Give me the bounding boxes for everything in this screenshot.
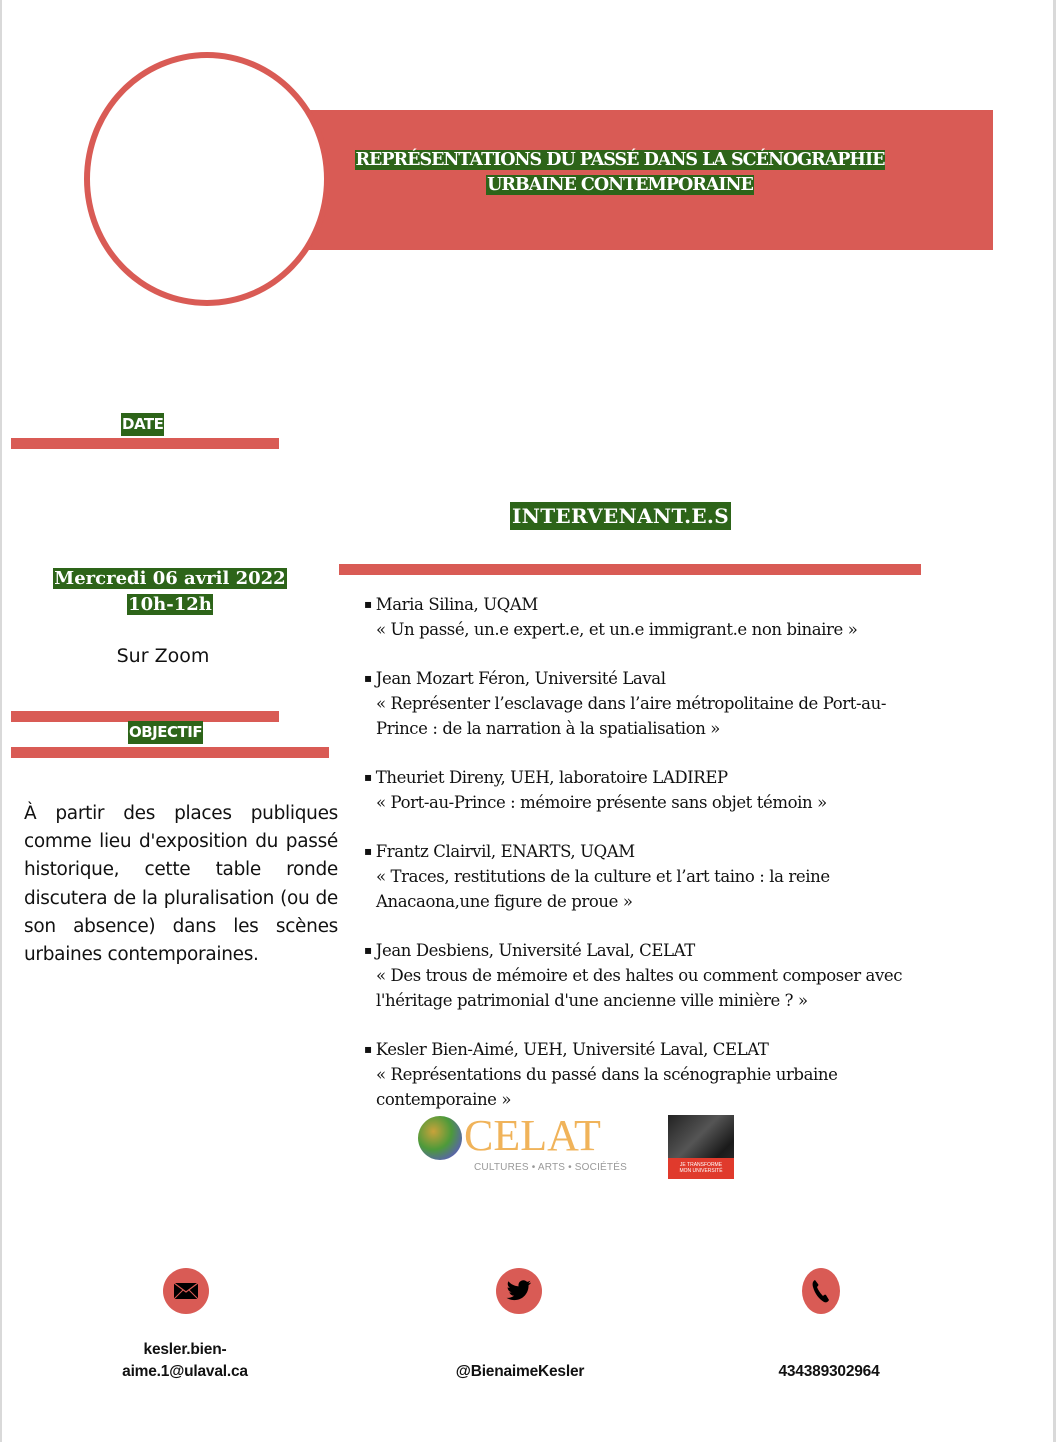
speaker-item xyxy=(364,765,920,815)
speaker-name: ▪ Jean Desbiens, Université Laval, CELAT xyxy=(364,938,920,963)
ul-slogan-line-1: JE TRANSFORME xyxy=(679,1162,723,1168)
email-line-2: aime.1@ulaval.ca xyxy=(122,1363,248,1380)
speaker-item xyxy=(364,1037,920,1112)
speaker-talk: « Traces, restitutions de la culture et l’art taino : la reine Anacaona,une figure de proue » xyxy=(376,867,830,911)
objective-divider-bottom xyxy=(11,747,329,758)
speaker-name: ▪ Maria Silina, UQAM xyxy=(364,592,920,617)
speaker-list xyxy=(364,592,920,1136)
speaker-name: ▪ Frantz Clairvil, ENARTS, UQAM xyxy=(364,839,920,864)
speaker-item xyxy=(364,938,920,1013)
ul-logo-band xyxy=(668,1158,734,1179)
speaker-talk: « Des trous de mémoire et des haltes ou comment composer avec l'héritage patrimonial d'une ancienne ville minière ? » xyxy=(376,966,903,1010)
speaker-talk: « Un passé, un.e expert.e, et un.e immigrant.e non binaire » xyxy=(376,620,858,639)
ul-slogan-line-2: MON UNIVERSITÉ xyxy=(679,1168,723,1174)
speaker-name: ▪ Theuriet Direny, UEH, laboratoire LADIREP xyxy=(364,765,920,790)
title-line-2: URBAINE CONTEMPORAINE xyxy=(487,175,753,195)
speaker-item xyxy=(364,839,920,914)
speaker-talk: « Représenter l’esclavage dans l’aire métropolitaine de Port-au-Prince : de la narration à la spatialisation » xyxy=(376,694,887,738)
contact-twitter[interactable]: @BienaimeKesler xyxy=(455,1363,585,1380)
objective-heading: OBJECTIF xyxy=(128,721,203,744)
contact-email[interactable] xyxy=(100,1339,270,1383)
celat-logo-tagline: CULTURES • ARTS • SOCIÉTÉS xyxy=(474,1162,627,1173)
decorative-circle xyxy=(84,52,330,306)
phone-icon[interactable] xyxy=(802,1268,840,1314)
date-heading: DATE xyxy=(121,413,164,436)
celat-logo-wordmark xyxy=(464,1111,627,1174)
title-line-1: REPRÉSENTATIONS DU PASSÉ DANS LA SCÉNOGRAPHIE xyxy=(355,150,885,170)
email-line-1: kesler.bien- xyxy=(143,1341,227,1358)
celat-logo-name: CELAT xyxy=(464,1111,601,1160)
universite-laval-logo xyxy=(668,1115,734,1179)
contact-phone[interactable]: 434389302964 xyxy=(778,1363,880,1380)
event-datetime xyxy=(30,566,310,618)
speaker-talk: « Représentations du passé dans la scénographie urbaine contemporaine » xyxy=(376,1065,838,1109)
event-date: Mercredi 06 avril 2022 xyxy=(54,568,286,589)
speakers-heading: INTERVENANT.E.S xyxy=(512,504,729,528)
event-location: Sur Zoom xyxy=(116,645,210,667)
globe-icon xyxy=(418,1116,462,1160)
objective-text: À partir des places publiques comme lieu d'exposition du passé historique, cette table ronde discutera de la pluralisation (ou de son absence) dans les scènes urbaines contemporaines. xyxy=(24,803,338,966)
speakers-divider xyxy=(339,564,921,575)
speaker-talk: « Port-au-Prince : mémoire présente sans objet témoin » xyxy=(376,793,827,812)
speaker-name: ▪ Jean Mozart Féron, Université Laval xyxy=(364,666,920,691)
twitter-icon[interactable] xyxy=(496,1268,542,1314)
date-divider xyxy=(11,438,279,449)
page-title xyxy=(330,148,910,198)
speaker-name: ▪ Kesler Bien-Aimé, UEH, Université Laval, CELAT xyxy=(364,1037,920,1062)
speaker-item xyxy=(364,592,920,642)
page-edge-left xyxy=(0,0,2,1442)
celat-logo xyxy=(416,1111,627,1176)
event-time: 10h-12h xyxy=(128,594,212,615)
mail-icon[interactable] xyxy=(163,1268,209,1314)
speaker-item xyxy=(364,666,920,741)
